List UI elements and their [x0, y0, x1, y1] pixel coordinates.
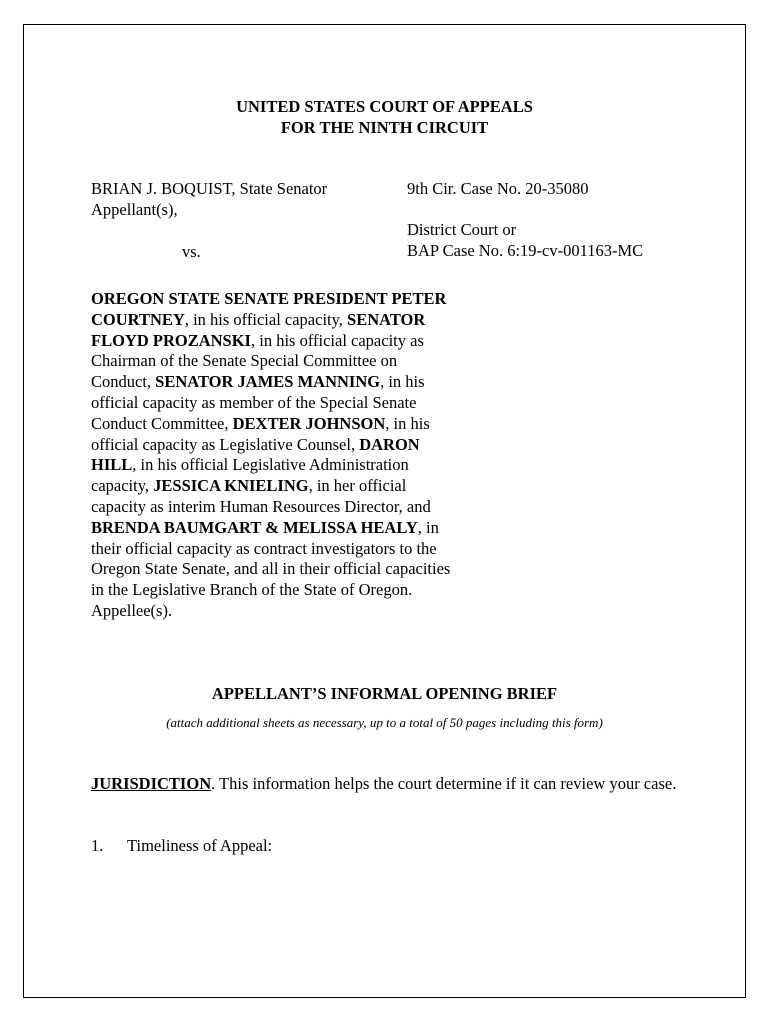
appellee-name: SENATOR FLOYD PROZANSKI — [91, 309, 426, 350]
jurisdiction-text: . This information helps the court determine if it can review your case. — [211, 774, 677, 793]
appellee-name: SENATOR JAMES MANNING — [155, 372, 381, 392]
appellee-capacity: , in his official capacity as Legislative Counsel, — [91, 413, 430, 454]
question-label: Timeliness of Appeal: — [127, 836, 273, 855]
appellee-name: DARON HILL — [91, 434, 420, 475]
court-heading — [24, 96, 745, 138]
appellee-capacity: , in her official capacity as interim Human Resources Director, and — [91, 476, 431, 516]
question-number: 1. — [91, 836, 104, 855]
document-page — [23, 24, 746, 998]
question-timeliness — [91, 835, 272, 856]
appellee-capacity: , in his official capacity as member of the Special Senate Conduct Committee, — [91, 372, 425, 433]
appellee-capacity: , in his official capacity, — [184, 309, 348, 329]
appellee-name: DEXTER JOHNSON — [232, 413, 386, 433]
appellee-name: OREGON STATE SENATE PRESIDENT PETER COURTNEY — [91, 289, 447, 329]
circuit-case-number: 9th Cir. Case No. 20-35080 — [407, 179, 589, 198]
appellee-name: JESSICA KNIELING — [153, 476, 309, 496]
appellant-name: BRIAN J. BOQUIST, State Senator — [91, 179, 328, 198]
district-court-label: District Court or — [407, 220, 517, 239]
appellees-list — [91, 289, 450, 599]
appellee-name: BRENDA BAUMGART & MELISSA HEALY — [91, 517, 418, 537]
bap-case-number: BAP Case No. 6:19-cv-001163-MC — [407, 241, 644, 260]
appellee-capacity: , in their official capacity as contract investigators to the Oregon State Senate, and all in their official capacities in the Legislative Branch of the State of Oregon. — [91, 517, 451, 600]
brief-title: APPELLANT’S INFORMAL OPENING BRIEF — [211, 684, 558, 703]
appellee-capacity: , in his official capacity as Chairman of the Senate Special Committee on Conduct, — [91, 330, 424, 392]
jurisdiction-heading: JURISDICTION — [91, 774, 212, 793]
appellant-role: Appellant(s), — [91, 200, 178, 219]
jurisdiction-section — [91, 773, 691, 794]
case-number-block — [407, 178, 643, 261]
appellee-capacity: , in his official Legislative Administration capacity, — [91, 455, 409, 496]
circuit-name: FOR THE NINTH CIRCUIT — [280, 118, 489, 137]
court-name: UNITED STATES COURT OF APPEALS — [236, 97, 533, 116]
appellee-role: Appellee(s). — [91, 600, 173, 620]
brief-instruction-note: (attach additional sheets as necessary, up to a total of 50 pages including this form) — [166, 715, 603, 730]
versus-label: vs. — [182, 242, 201, 261]
appellant-block — [91, 178, 327, 220]
appellees-block — [91, 289, 451, 622]
